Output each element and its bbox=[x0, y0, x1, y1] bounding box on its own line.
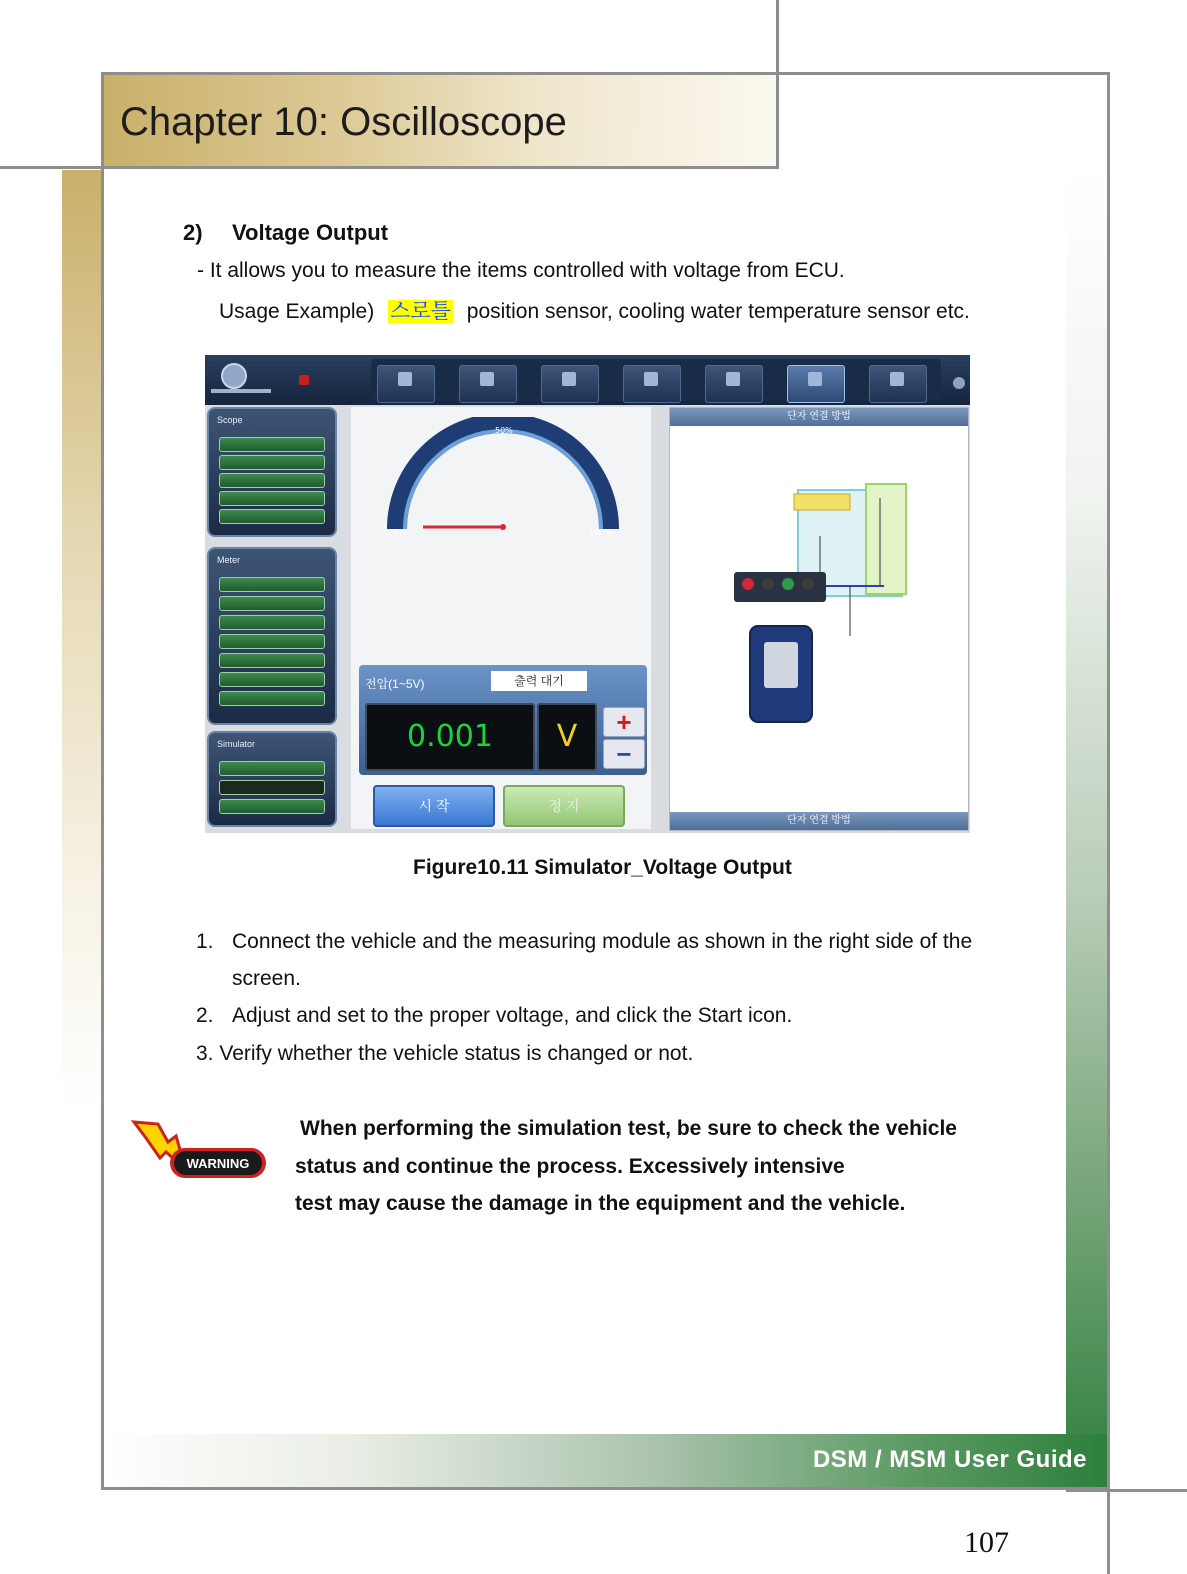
frame-line bbox=[0, 166, 779, 169]
page-number: 107 bbox=[964, 1526, 1009, 1559]
connection-diagram-footer: 단자 연결 방법 bbox=[670, 812, 968, 830]
frame-line bbox=[102, 72, 1110, 75]
voltage-range-label: 전압(1~5V) bbox=[365, 677, 425, 691]
decrease-voltage-button[interactable]: − bbox=[603, 739, 645, 769]
search-icon bbox=[398, 372, 412, 386]
scope-icon bbox=[808, 372, 822, 386]
frame-line bbox=[776, 0, 779, 168]
meter-item[interactable] bbox=[219, 577, 325, 592]
meter-panel-title: Meter bbox=[217, 555, 241, 565]
simulator-item[interactable] bbox=[219, 799, 325, 814]
voltage-unit: V bbox=[537, 703, 597, 771]
wiring-diagram bbox=[670, 426, 968, 810]
guide-name: DSM / MSM User Guide bbox=[812, 1446, 1087, 1473]
gauge-mid-label: 50% bbox=[495, 426, 513, 435]
monitor-icon bbox=[562, 372, 576, 386]
frame-line bbox=[101, 1487, 1110, 1490]
step-2-number: 2. bbox=[196, 1004, 214, 1027]
usage-line bbox=[219, 295, 970, 325]
globe-icon[interactable] bbox=[953, 377, 965, 389]
step-1-number: 1. bbox=[196, 930, 214, 953]
probe-green-icon bbox=[782, 578, 794, 590]
gauge-min-label: 0% bbox=[393, 528, 406, 537]
toolbar-button-diagnosis[interactable] bbox=[459, 365, 517, 403]
warning-line-2: status and continue the process. Excessively intensive bbox=[295, 1155, 845, 1178]
gauge-arc bbox=[397, 423, 609, 529]
warning-badge-label: WARNING bbox=[186, 1156, 250, 1171]
stop-button[interactable]: 정 지 bbox=[503, 785, 625, 827]
toolbar-button-search[interactable] bbox=[377, 365, 435, 403]
warning-line-3: test may cause the damage in the equipment and the vehicle. bbox=[295, 1192, 906, 1215]
chapter-title: Chapter 10: Oscilloscope bbox=[120, 100, 567, 144]
probe-black-icon bbox=[802, 578, 814, 590]
status-led-icon bbox=[299, 375, 309, 385]
step-1-text: Connect the vehicle and the measuring module as shown in the right side of the bbox=[232, 930, 973, 953]
meter-item[interactable] bbox=[219, 653, 325, 668]
ecu-box bbox=[866, 484, 906, 594]
meter-item[interactable] bbox=[219, 596, 325, 611]
toolbar-button-scope[interactable] bbox=[787, 365, 845, 403]
frame-line bbox=[101, 72, 104, 1490]
warning-line-1: When performing the simulation test, be sure to check the vehicle bbox=[300, 1117, 957, 1140]
voltage-gauge bbox=[383, 417, 623, 537]
probe-red-icon bbox=[742, 578, 754, 590]
simulator-item-selected[interactable] bbox=[219, 780, 325, 795]
meter-item[interactable] bbox=[219, 615, 325, 630]
app-toolbar bbox=[205, 355, 970, 405]
settings-icon bbox=[890, 372, 904, 386]
section-heading: Voltage Output bbox=[232, 220, 389, 245]
scope-item[interactable] bbox=[219, 437, 325, 452]
toolbar-button-can[interactable] bbox=[705, 365, 763, 403]
network-icon bbox=[726, 372, 740, 386]
scope-item[interactable] bbox=[219, 509, 325, 524]
usage-highlight: 스로틀 bbox=[390, 300, 451, 323]
simulator-panel-title: Simulator bbox=[217, 739, 256, 749]
step-3-text: 3. Verify whether the vehicle status is changed or not. bbox=[196, 1042, 694, 1065]
output-status: 출력 대기 bbox=[491, 671, 587, 691]
simulator-main-area bbox=[351, 407, 651, 829]
step-1-continued: screen. bbox=[232, 967, 301, 990]
scope-panel bbox=[207, 407, 337, 537]
diamond-icon bbox=[480, 372, 494, 386]
toolbar-button-data[interactable] bbox=[541, 365, 599, 403]
step-2-text: Adjust and set to the proper voltage, and click the Start icon. bbox=[232, 1004, 793, 1027]
gauge-pivot bbox=[500, 524, 506, 530]
scope-item[interactable] bbox=[219, 455, 325, 470]
toolbar-button-blackbox[interactable] bbox=[623, 365, 681, 403]
brand-logo-icon bbox=[221, 363, 247, 389]
scope-panel-title: Scope bbox=[217, 415, 243, 425]
section-number: 2) bbox=[183, 220, 203, 245]
probe-black-icon bbox=[762, 578, 774, 590]
warning-icon bbox=[128, 1118, 278, 1188]
meter-item[interactable] bbox=[219, 634, 325, 649]
section-intro: - It allows you to measure the items controlled with voltage from ECU. bbox=[197, 259, 845, 282]
simulator-panel bbox=[207, 731, 337, 827]
connection-diagram-pane bbox=[669, 407, 969, 831]
left-decor-strip bbox=[62, 170, 104, 1110]
simulator-screenshot bbox=[205, 355, 970, 833]
meter-panel bbox=[207, 547, 337, 725]
box-icon bbox=[644, 372, 658, 386]
module-screen bbox=[764, 642, 798, 688]
sensor-label-box bbox=[794, 494, 850, 510]
toolbar-tray bbox=[371, 359, 941, 401]
right-decor-strip bbox=[1066, 170, 1108, 1488]
voltage-control-panel bbox=[359, 665, 647, 775]
increase-voltage-button[interactable]: + bbox=[603, 707, 645, 737]
figure-caption: Figure10.11 Simulator_Voltage Output bbox=[413, 856, 792, 879]
connection-diagram-header: 단자 연결 방법 bbox=[670, 408, 968, 426]
frame-line bbox=[1066, 1489, 1187, 1492]
toolbar-button-settings[interactable] bbox=[869, 365, 927, 403]
scope-item[interactable] bbox=[219, 491, 325, 506]
start-button[interactable]: 시 작 bbox=[373, 785, 495, 827]
brand-logo-text bbox=[211, 389, 271, 393]
usage-rest: position sensor, cooling water temperature sensor etc. bbox=[466, 300, 970, 323]
voltage-readout: 0.001 bbox=[365, 703, 535, 771]
usage-prefix: Usage Example) bbox=[219, 300, 375, 323]
simulator-item[interactable] bbox=[219, 761, 325, 776]
meter-item[interactable] bbox=[219, 672, 325, 687]
meter-item[interactable] bbox=[219, 691, 325, 706]
scope-item[interactable] bbox=[219, 473, 325, 488]
gauge-max-label: 100% bbox=[589, 528, 612, 537]
frame-line bbox=[1107, 72, 1110, 1574]
